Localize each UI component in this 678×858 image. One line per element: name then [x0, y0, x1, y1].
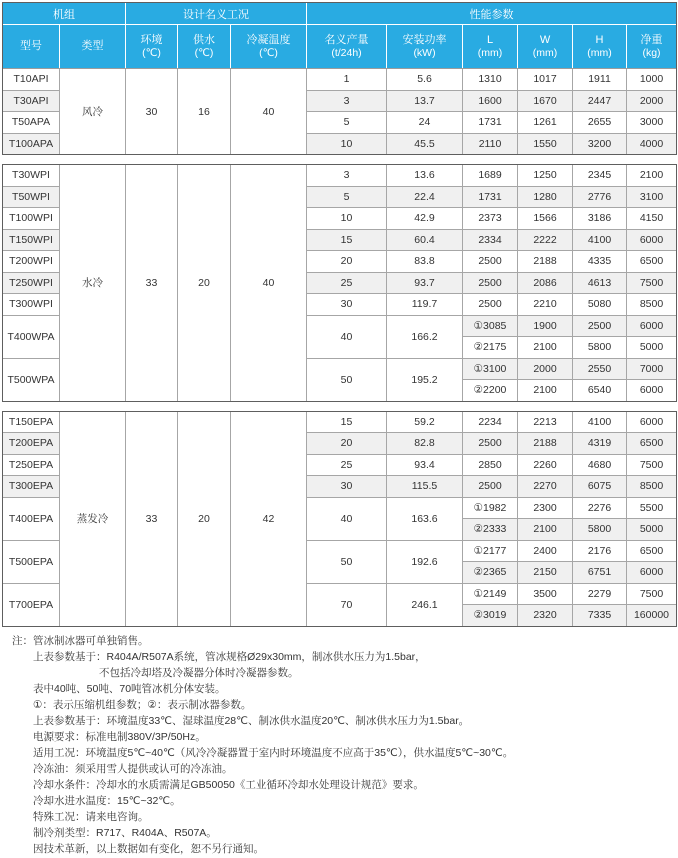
cell-length: ①3085 — [463, 315, 518, 337]
header-col-label: 供水 — [193, 33, 215, 46]
cell-model: T200EPA — [3, 433, 60, 455]
cell-capacity: 25 — [307, 272, 387, 294]
cell-length: ①2177 — [463, 540, 518, 562]
cell-width: 2213 — [518, 411, 573, 433]
cell-height: 2176 — [573, 540, 627, 562]
cell-model: T400EPA — [3, 497, 60, 540]
cell-weight: 3100 — [627, 186, 677, 208]
cell-length: 2110 — [463, 133, 518, 155]
cell-condensing: 42 — [231, 411, 307, 626]
cell-width: 2000 — [518, 358, 573, 380]
header-col-8 — [518, 25, 573, 69]
cell-height: 2655 — [573, 112, 627, 134]
cell-height: 5800 — [573, 337, 627, 359]
cell-ambient: 30 — [126, 69, 178, 155]
note-line — [12, 841, 676, 857]
cell-power: 13.6 — [387, 165, 463, 187]
cell-length: 2500 — [463, 272, 518, 294]
header-col-3 — [178, 25, 231, 69]
cell-width: 1280 — [518, 186, 573, 208]
cell-capacity: 30 — [307, 476, 387, 498]
cell-power: 119.7 — [387, 294, 463, 316]
cell-width: 2086 — [518, 272, 573, 294]
cell-height: 4100 — [573, 411, 627, 433]
cell-weight: 7000 — [627, 358, 677, 380]
cell-type: 蒸发冷 — [60, 411, 126, 626]
table-row — [3, 165, 677, 187]
cell-model: T700EPA — [3, 583, 60, 626]
header-col-label: H — [595, 33, 604, 46]
cell-capacity: 10 — [307, 133, 387, 155]
cell-length: 2234 — [463, 411, 518, 433]
table-row — [3, 69, 677, 91]
cell-width: 2100 — [518, 337, 573, 359]
header-col-label: W — [539, 33, 551, 46]
cell-width: 2320 — [518, 605, 573, 627]
header-col-unit: (mm) — [532, 46, 558, 59]
cell-power: 166.2 — [387, 315, 463, 358]
cell-model: T150EPA — [3, 411, 60, 433]
cell-width: 2150 — [518, 562, 573, 584]
cell-power: 115.5 — [387, 476, 463, 498]
cell-weight: 8500 — [627, 476, 677, 498]
note-text: 冷却水条件：冷却水的水质需满足GB50050《工业循环冷却水处理设计规范》要求。 — [33, 778, 424, 791]
cell-power: 163.6 — [387, 497, 463, 540]
note-text: 制冷剂类型：R717、R404A、R507A。 — [33, 826, 217, 839]
cell-width: 2100 — [518, 380, 573, 402]
header-group-0: 机组 — [3, 3, 126, 25]
cell-height: 1911 — [573, 69, 627, 91]
note-line — [12, 809, 676, 825]
cell-supply: 16 — [178, 69, 231, 155]
cell-weight: 7500 — [627, 272, 677, 294]
note-text: 不包括冷却塔及冷凝器分体时冷凝器参数。 — [99, 666, 299, 679]
cell-width: 1900 — [518, 315, 573, 337]
cell-capacity: 50 — [307, 358, 387, 401]
cell-capacity: 3 — [307, 165, 387, 187]
cell-model: T50APA — [3, 112, 60, 134]
cell-capacity: 40 — [307, 315, 387, 358]
header-col-unit: (t/24h) — [331, 46, 362, 59]
note-line — [12, 793, 676, 809]
notes-label: 注： — [12, 634, 33, 647]
cell-length: 1600 — [463, 90, 518, 112]
cell-length: 1731 — [463, 186, 518, 208]
cell-condensing: 40 — [231, 165, 307, 402]
cell-weight: 5500 — [627, 497, 677, 519]
cell-weight: 4000 — [627, 133, 677, 155]
cell-weight: 7500 — [627, 583, 677, 605]
cell-power: 192.6 — [387, 540, 463, 583]
header-column-row — [3, 25, 677, 69]
cell-weight: 6000 — [627, 315, 677, 337]
cell-model: T250EPA — [3, 454, 60, 476]
header-col-10 — [627, 25, 677, 69]
cell-power: 83.8 — [387, 251, 463, 273]
cell-weight: 3000 — [627, 112, 677, 134]
header-col-label: 类型 — [81, 40, 104, 52]
header-group-1: 设计名义工况 — [126, 3, 307, 25]
header-col-0 — [3, 25, 60, 69]
cell-length: ②2333 — [463, 519, 518, 541]
cell-model: T30WPI — [3, 165, 60, 187]
note-text: 表中40吨、50吨、70吨管冰机分体安装。 — [33, 682, 226, 695]
cell-length: ①1982 — [463, 497, 518, 519]
header-col-label: L — [486, 33, 494, 46]
cell-model: T10API — [3, 69, 60, 91]
cell-power: 82.8 — [387, 433, 463, 455]
cell-capacity: 20 — [307, 433, 387, 455]
cell-model: T200WPI — [3, 251, 60, 273]
note-text: 管冰制冰器可单独销售。 — [33, 634, 149, 647]
cell-width: 2300 — [518, 497, 573, 519]
note-text: 因技术革新，以上数据如有变化，恕不另行通知。 — [33, 842, 264, 855]
cell-weight: 2000 — [627, 90, 677, 112]
spec-table-air-cooled — [2, 2, 677, 155]
note-line — [12, 745, 676, 761]
header-col-label: 环境 — [140, 33, 163, 46]
cell-height: 4100 — [573, 229, 627, 251]
cell-capacity: 20 — [307, 251, 387, 273]
cell-length: 2500 — [463, 294, 518, 316]
header-group-2: 性能参数 — [307, 3, 677, 25]
cell-capacity: 40 — [307, 497, 387, 540]
cell-weight: 5000 — [627, 519, 677, 541]
header-col-unit: (℃) — [194, 46, 214, 59]
header-col-4 — [231, 25, 307, 69]
cell-power: 60.4 — [387, 229, 463, 251]
header-col-label: 型号 — [20, 40, 42, 52]
cell-weight: 6500 — [627, 540, 677, 562]
cell-model: T100APA — [3, 133, 60, 155]
cell-length: ①3100 — [463, 358, 518, 380]
cell-width: 2188 — [518, 433, 573, 455]
cell-weight: 1000 — [627, 69, 677, 91]
cell-model: T250WPI — [3, 272, 60, 294]
cell-width: 1550 — [518, 133, 573, 155]
header-col-9 — [573, 25, 627, 69]
spec-table-water-cooled — [2, 164, 677, 402]
cell-length: ②2175 — [463, 337, 518, 359]
cell-power: 5.6 — [387, 69, 463, 91]
note-line — [12, 665, 676, 681]
note-text: 冷却水进水温度：15℃~32℃。 — [33, 794, 181, 807]
cell-height: 2550 — [573, 358, 627, 380]
cell-length: 1689 — [463, 165, 518, 187]
cell-capacity: 10 — [307, 208, 387, 230]
cell-height: 2776 — [573, 186, 627, 208]
cell-height: 4613 — [573, 272, 627, 294]
cell-height: 3200 — [573, 133, 627, 155]
cell-weight: 6000 — [627, 229, 677, 251]
header-col-unit: (mm) — [587, 46, 612, 59]
note-text: 电源要求：标准电制380V/3P/50Hz。 — [33, 730, 206, 743]
note-line — [12, 729, 676, 745]
header-col-7 — [463, 25, 518, 69]
cell-type: 水冷 — [60, 165, 126, 402]
cell-weight: 4150 — [627, 208, 677, 230]
cell-supply: 20 — [178, 165, 231, 402]
note-line — [12, 825, 676, 841]
cell-length: 2500 — [463, 251, 518, 273]
cell-width: 1017 — [518, 69, 573, 91]
cell-model: T100WPI — [3, 208, 60, 230]
cell-length: 2334 — [463, 229, 518, 251]
header-col-label: 安装功率 — [402, 33, 447, 46]
cell-weight: 6000 — [627, 562, 677, 584]
cell-length: 2500 — [463, 476, 518, 498]
cell-supply: 20 — [178, 411, 231, 626]
cell-power: 59.2 — [387, 411, 463, 433]
cell-capacity: 30 — [307, 294, 387, 316]
cell-weight: 7500 — [627, 454, 677, 476]
cell-width: 2210 — [518, 294, 573, 316]
cell-capacity: 50 — [307, 540, 387, 583]
header-col-label: 冷凝温度 — [246, 33, 291, 46]
note-line — [12, 777, 676, 793]
cell-height: 4335 — [573, 251, 627, 273]
note-line — [12, 697, 676, 713]
cell-length: 1731 — [463, 112, 518, 134]
cell-height: 6751 — [573, 562, 627, 584]
cell-power: 22.4 — [387, 186, 463, 208]
cell-capacity: 15 — [307, 229, 387, 251]
cell-model: T50WPI — [3, 186, 60, 208]
cell-power: 195.2 — [387, 358, 463, 401]
note-line — [12, 713, 676, 729]
cell-model: T400WPA — [3, 315, 60, 358]
cell-model: T500WPA — [3, 358, 60, 401]
header-col-unit: (℃) — [259, 46, 278, 59]
cell-height: 6540 — [573, 380, 627, 402]
notes-block — [12, 633, 676, 857]
cell-height: 7335 — [573, 605, 627, 627]
cell-capacity: 3 — [307, 90, 387, 112]
header-col-unit: (kW) — [413, 46, 436, 59]
cell-height: 4319 — [573, 433, 627, 455]
cell-width: 2260 — [518, 454, 573, 476]
cell-height: 2345 — [573, 165, 627, 187]
cell-capacity: 70 — [307, 583, 387, 626]
header-group-row — [3, 3, 677, 25]
spec-table-evaporative-cooled — [2, 411, 677, 627]
cell-length: ②2200 — [463, 380, 518, 402]
cell-model: T300WPI — [3, 294, 60, 316]
note-text: 冷冻油：须采用雪人提供或认可的冷冻油。 — [33, 762, 233, 775]
header-col-unit: (℃) — [142, 46, 161, 59]
cell-length: 2373 — [463, 208, 518, 230]
cell-power: 13.7 — [387, 90, 463, 112]
cell-width: 3500 — [518, 583, 573, 605]
cell-capacity: 1 — [307, 69, 387, 91]
header-col-2 — [126, 25, 178, 69]
cell-weight: 6500 — [627, 251, 677, 273]
cell-power: 45.5 — [387, 133, 463, 155]
cell-weight: 8500 — [627, 294, 677, 316]
cell-width: 2100 — [518, 519, 573, 541]
cell-height: 6075 — [573, 476, 627, 498]
note-text: 上表参数基于：R404A/R507A系统，管冰规格Ø29x30mm，制冰供水压力为1.5bar， — [33, 650, 426, 663]
cell-power: 42.9 — [387, 208, 463, 230]
cell-weight: 5000 — [627, 337, 677, 359]
cell-width: 1261 — [518, 112, 573, 134]
note-line — [12, 633, 676, 649]
cell-width: 2188 — [518, 251, 573, 273]
note-line — [12, 649, 676, 665]
cell-weight: 160000 — [627, 605, 677, 627]
header-col-label: 名义产量 — [324, 33, 369, 46]
note-line — [12, 681, 676, 697]
cell-width: 1250 — [518, 165, 573, 187]
cell-width: 2270 — [518, 476, 573, 498]
cell-height: 3186 — [573, 208, 627, 230]
cell-height: 4680 — [573, 454, 627, 476]
cell-width: 2400 — [518, 540, 573, 562]
header-col-unit: (mm) — [477, 46, 503, 59]
cell-model: T150WPI — [3, 229, 60, 251]
note-text: 特殊工况：请来电咨询。 — [33, 810, 149, 823]
cell-height: 2447 — [573, 90, 627, 112]
header-col-5 — [307, 25, 387, 69]
cell-height: 2279 — [573, 583, 627, 605]
cell-weight: 6000 — [627, 411, 677, 433]
cell-model: T300EPA — [3, 476, 60, 498]
cell-type: 风冷 — [60, 69, 126, 155]
cell-weight: 6000 — [627, 380, 677, 402]
cell-width: 2222 — [518, 229, 573, 251]
cell-power: 246.1 — [387, 583, 463, 626]
cell-capacity: 5 — [307, 186, 387, 208]
cell-power: 93.7 — [387, 272, 463, 294]
cell-capacity: 25 — [307, 454, 387, 476]
cell-length: 2850 — [463, 454, 518, 476]
cell-height: 2500 — [573, 315, 627, 337]
cell-length: 1310 — [463, 69, 518, 91]
note-line — [12, 761, 676, 777]
cell-length: ①2149 — [463, 583, 518, 605]
cell-width: 1566 — [518, 208, 573, 230]
cell-condensing: 40 — [231, 69, 307, 155]
header-col-6 — [387, 25, 463, 69]
cell-model: T30API — [3, 90, 60, 112]
note-text: ①：表示压缩机组参数；②：表示制冰器参数。 — [33, 698, 252, 711]
cell-ambient: 33 — [126, 411, 178, 626]
header-col-1 — [60, 25, 126, 69]
cell-length: 2500 — [463, 433, 518, 455]
cell-length: ②3019 — [463, 605, 518, 627]
cell-model: T500EPA — [3, 540, 60, 583]
cell-weight: 6500 — [627, 433, 677, 455]
cell-height: 5080 — [573, 294, 627, 316]
cell-capacity: 5 — [307, 112, 387, 134]
note-text: 适用工况：环境温度5℃~40℃（风冷冷凝器置于室内时环境温度不应高于35℃），供水温度5℃~30℃。 — [33, 746, 514, 759]
cell-weight: 2100 — [627, 165, 677, 187]
cell-ambient: 33 — [126, 165, 178, 402]
note-text: 上表参数基于：环境温度33℃、湿球温度28℃、制冰供水温度20℃、制冰供水压力为1.5bar。 — [33, 714, 470, 727]
header-col-label: 净重 — [640, 33, 663, 46]
header-col-unit: (kg) — [642, 46, 661, 59]
cell-power: 24 — [387, 112, 463, 134]
cell-width: 1670 — [518, 90, 573, 112]
cell-length: ②2365 — [463, 562, 518, 584]
table-row — [3, 411, 677, 433]
cell-capacity: 15 — [307, 411, 387, 433]
cell-height: 5800 — [573, 519, 627, 541]
cell-power: 93.4 — [387, 454, 463, 476]
cell-height: 2276 — [573, 497, 627, 519]
